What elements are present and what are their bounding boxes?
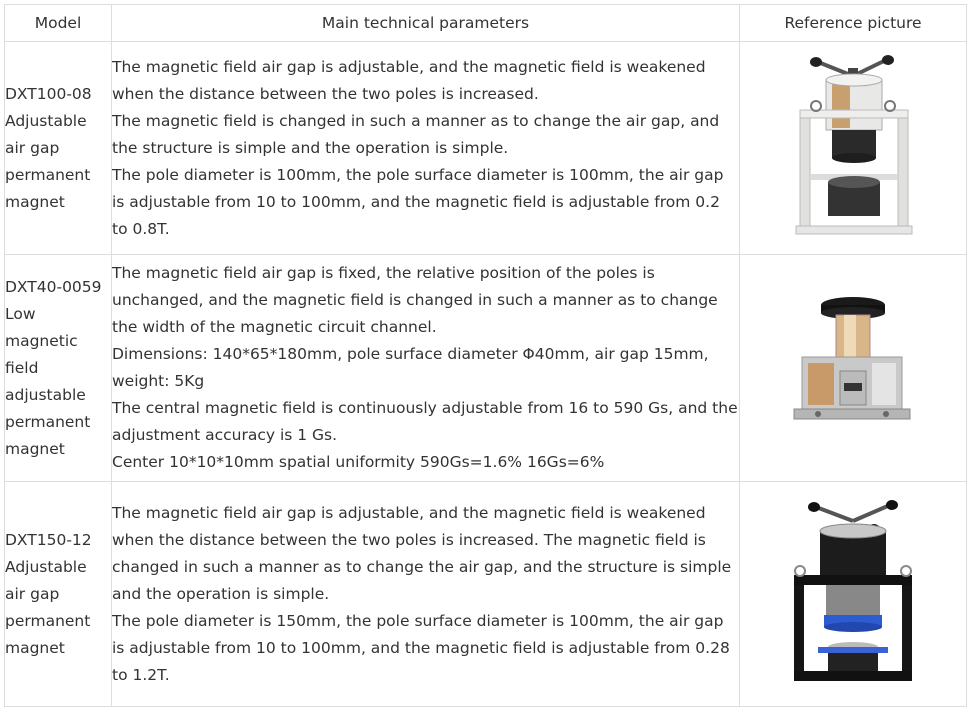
model-cell: DXT40-0059 Low magnetic field adjustable permanent magnet: [5, 255, 112, 482]
model-cell: DXT100-08 Adjustable air gap permanent magnet: [5, 42, 112, 255]
header-row: [5, 5, 967, 42]
table-row: [5, 482, 967, 707]
param-line: The magnetic field air gap is fixed, the relative position of the poles is unchanged, and the magnetic field is changed in such a manner as to change the width of the magnetic circuit channel.: [112, 264, 718, 336]
picture-cell: [740, 255, 967, 482]
param-line: Center 10*10*10mm spatial uniformity 590Gs=1.6% 16Gs=6%: [112, 453, 605, 471]
header-picture: Reference picture: [740, 5, 967, 42]
param-line: The magnetic field is changed in such a manner as to change the air gap, and the structure is simple and the operation is simple.: [112, 111, 720, 157]
adjustable-gap-magnet-black-frame-icon: [788, 497, 918, 687]
param-line: The pole diameter is 100mm, the pole surface diameter is 100mm, the air gap is adjustable from 10 to 100mm, and the magnetic field is adjustable from 0.2 to 0.8T.: [112, 165, 724, 238]
spec-table: [4, 4, 967, 707]
params-cell: [112, 482, 740, 707]
param-line: Dimensions: 140*65*180mm, pole surface diameter Φ40mm, air gap 15mm, weight: 5Kg: [112, 345, 709, 390]
params-cell: [112, 42, 740, 255]
param-line: The pole diameter is 150mm, the pole surface diameter is 100mm, the air gap is adjustable from 10 to 100mm, and the magnetic field is adjustable from 0.28 to 1.2T.: [112, 611, 730, 684]
table-row: [5, 255, 967, 482]
params-cell: [112, 255, 740, 482]
table-row: [5, 42, 967, 255]
picture-cell: [740, 42, 967, 255]
param-line: The magnetic field air gap is adjustable, and the magnetic field is weakened when the distance between the two poles is increased.: [112, 57, 706, 103]
header-model: Model: [5, 5, 112, 42]
adjustable-gap-magnet-white-frame-icon: [788, 54, 918, 239]
param-line: The central magnetic field is continuously adjustable from 16 to 590 Gs, and the adjustment accuracy is 1 Gs.: [112, 399, 738, 444]
picture-cell: [740, 482, 967, 707]
model-cell: DXT150-12 Adjustable air gap permanent magnet: [5, 482, 112, 707]
header-params: Main technical parameters: [112, 5, 740, 42]
param-line: The magnetic field air gap is adjustable, and the magnetic field is weakened when the distance between the two poles is increased. The magnetic field is changed in such a manner as to change the air gap, and the structure is simple and the operation is simple.: [112, 503, 732, 603]
low-field-magnet-compact-icon: [788, 291, 918, 441]
